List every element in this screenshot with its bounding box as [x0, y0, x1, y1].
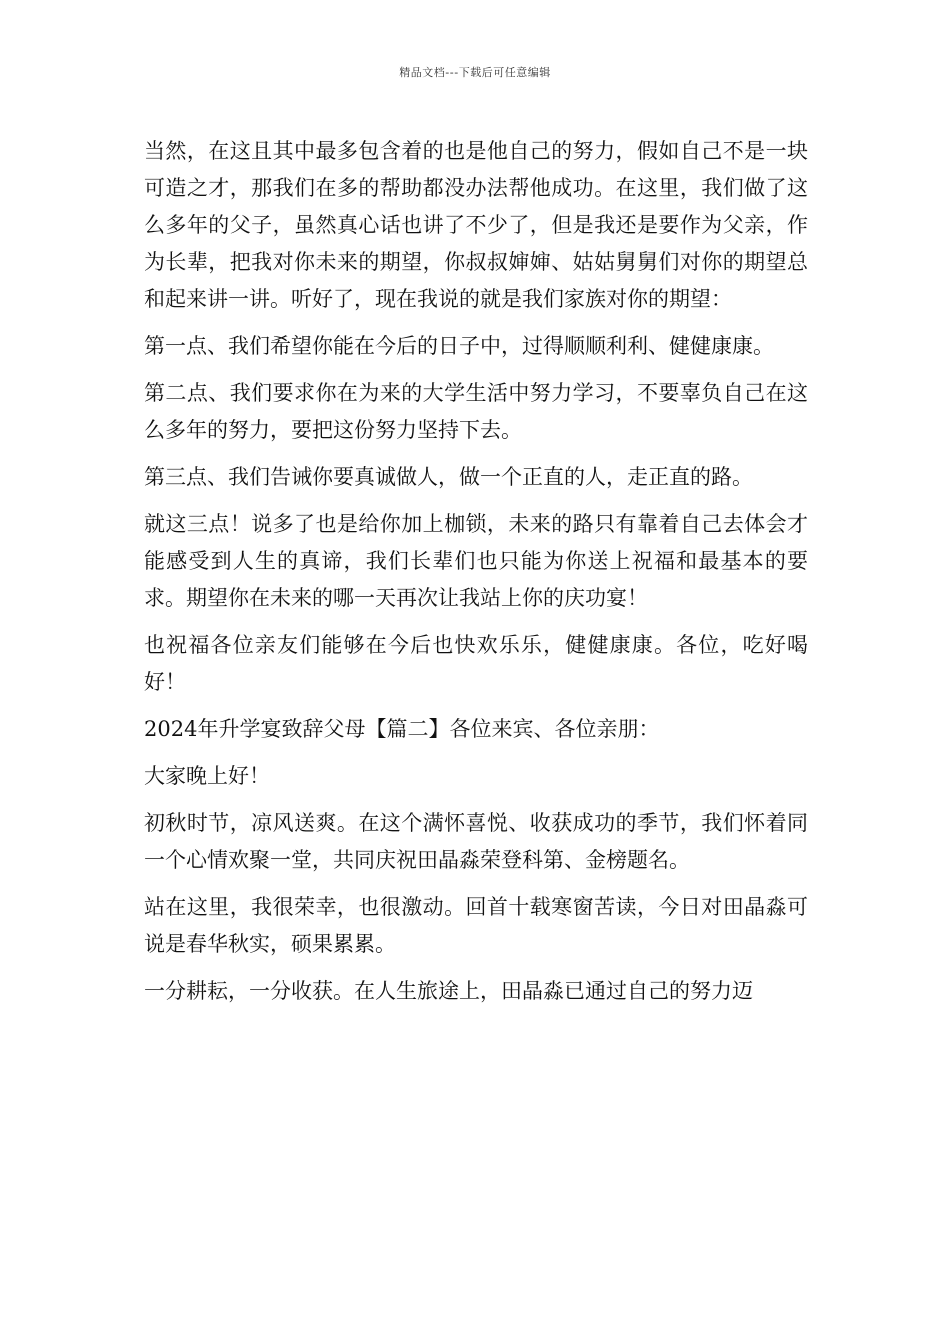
section-heading: 2024年升学宴致辞父母【篇二】各位来宾、各位亲朋： [144, 717, 660, 741]
paragraph: 一分耕耘，一分收获。在人生旅途上，田晶淼已通过自己的努力迈 [144, 979, 753, 1003]
paragraph: 站在这里，我很荣幸，也很激动。回首十载寒窗苦读，今日对田晶淼可说是春华秋实，硕果累累。 [144, 895, 808, 956]
paragraph: 当然，在这且其中最多包含着的也是他自己的努力，假如自己不是一块可造之才，那我们在多的帮助都没办法帮他成功。在这里，我们做了这么多年的父子，虽然真心话也讲了不少了，但是我还是要作为父亲，作为长辈，把我对你未来的期望，你叔叔婶婶、姑姑舅舅们对你的期望总和起来讲一讲。听好了，现在我说的就是我们家族对你的期望： [144, 139, 808, 311]
paragraph: 第三点、我们告诫你要真诚做人，做一个正直的人，走正直的路。 [144, 465, 753, 489]
paragraph: 就这三点！说多了也是给你加上枷锁，未来的路只有靠着自己去体会才能感受到人生的真谛，我们长辈们也只能为你送上祝福和最基本的要求。期望你在未来的哪一天再次让我站上你的庆功宴！ [144, 512, 808, 610]
paragraph: 也祝福各位亲友们能够在今后也快欢乐乐，健健康康。各位，吃好喝好！ [144, 633, 808, 694]
paragraph: 初秋时节，凉风送爽。在这个满怀喜悦、收获成功的季节，我们怀着同一个心情欢聚一堂，共同庆祝田晶淼荣登科第、金榜题名。 [144, 811, 808, 872]
paragraph: 第一点、我们希望你能在今后的日子中，过得顺顺利利、健健康康。 [144, 334, 774, 358]
document-body [144, 133, 808, 1020]
page-header: 精品文档---下载后可任意编辑 [399, 66, 551, 79]
greeting: 大家晚上好！ [144, 764, 270, 788]
paragraph: 第二点、我们要求你在为来的大学生活中努力学习，不要辜负自己在这么多年的努力，要把这份努力坚持下去。 [144, 381, 808, 442]
